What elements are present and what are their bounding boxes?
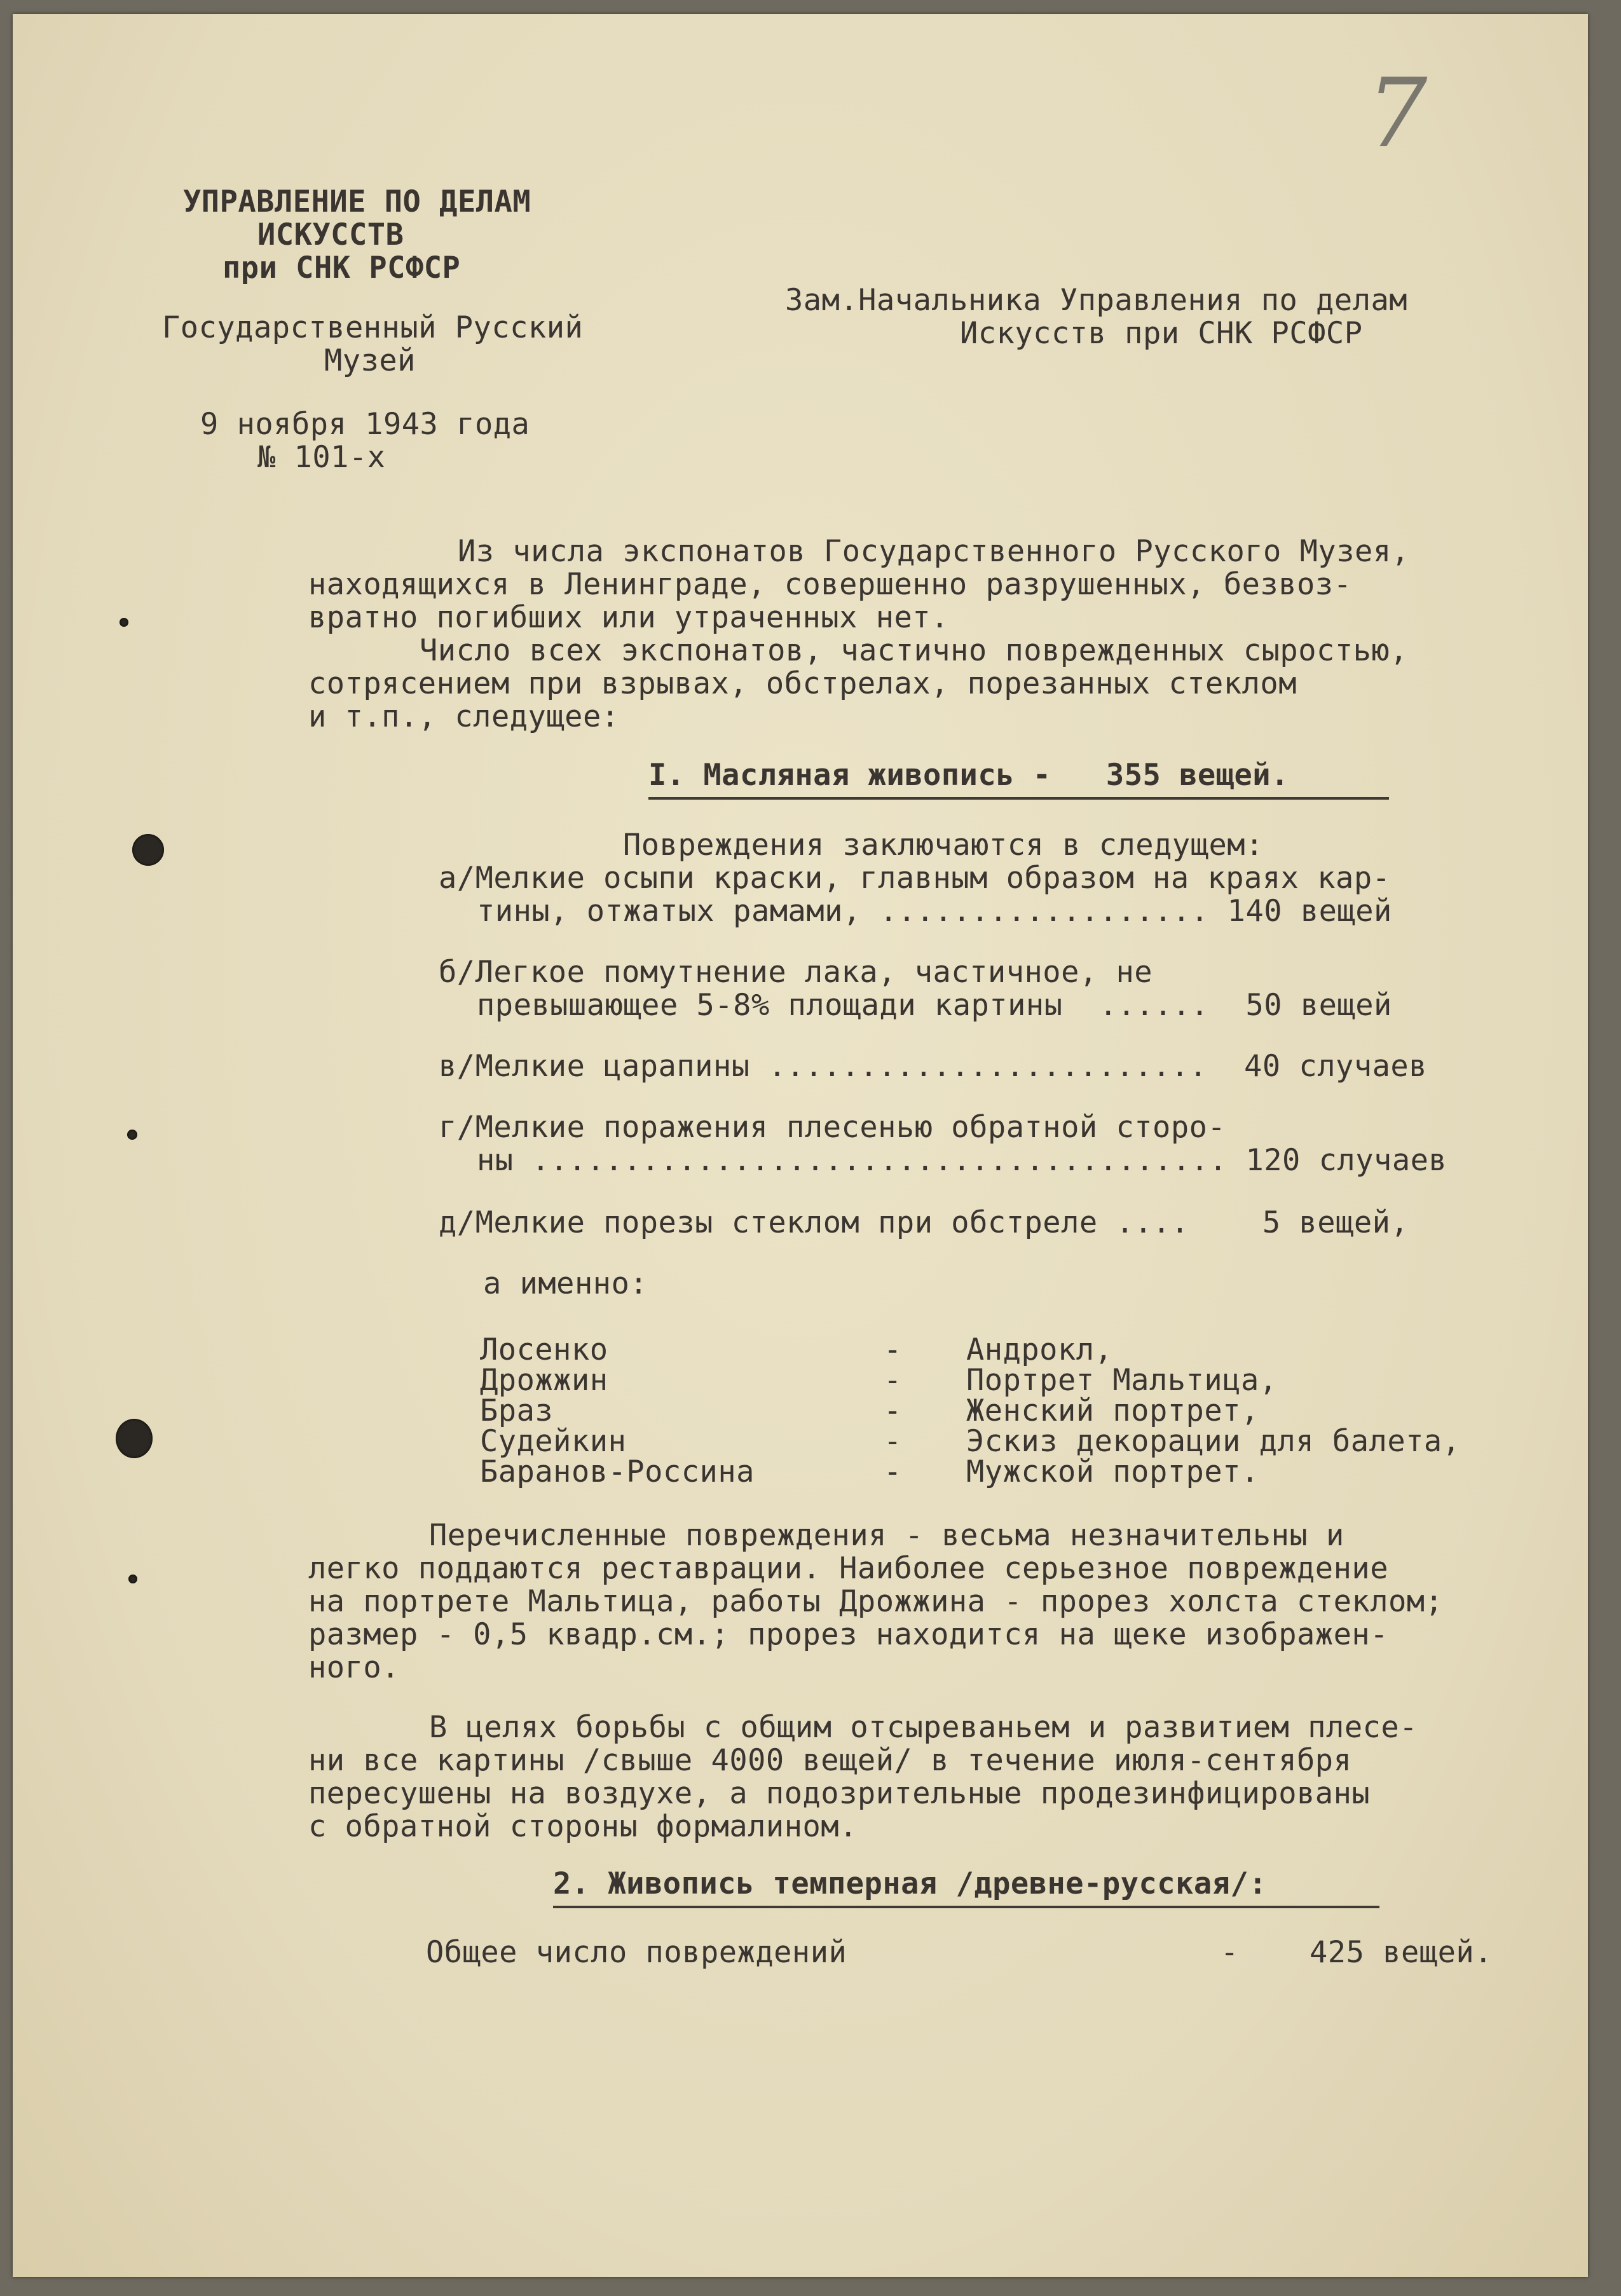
header-agency-line1: УПРАВЛЕНИЕ ПО ДЕЛАМ — [183, 184, 531, 219]
addressee-line2: Искусств при СНК РСФСР — [960, 316, 1363, 351]
damage-item-g-line1: г/Мелкие поражения плесенью обратной сторо- — [439, 1110, 1226, 1145]
sheet-number: 7 — [1367, 58, 1428, 169]
section2-total-value: 425 вещей. — [1310, 1935, 1493, 1970]
paragraph-line: на портрете Мальтица, работы Дрожжина - прорез холста стеклом; — [308, 1584, 1444, 1619]
paragraph-line: ни все картины /свыше 4000 вещей/ в течение июля-сентября — [308, 1743, 1352, 1778]
damage-item-d: д/Мелкие порезы стеклом при обстреле .... 5 вещей, — [439, 1205, 1409, 1240]
list-dash: - — [884, 1332, 902, 1367]
list-dash: - — [884, 1454, 902, 1489]
damage-item-b-line1: б/Легкое помутнение лака, частичное, не — [439, 955, 1153, 990]
paragraph-line: ного. — [308, 1650, 400, 1685]
damage-item-a-line2: тины, отжатых рамами, .................. 140 вещей — [477, 894, 1392, 929]
artist-name: Судейкин — [480, 1424, 627, 1459]
punch-mark — [127, 1130, 137, 1140]
intro-line: Из числа экспонатов Государственного Русского Музея, — [458, 534, 1410, 569]
damage-item-v: в/Мелкие царапины ........................ 40 случаев — [439, 1049, 1428, 1084]
header-agency-line2: ИСКУССТВ — [257, 217, 404, 252]
artist-name: Баранов-Россина — [480, 1454, 755, 1489]
intro-line: и т.п., следущее: — [308, 699, 620, 734]
paragraph-line: Перечисленные повреждения - весьма незначительны и — [429, 1518, 1344, 1553]
intro-line: вратно погибших или утраченных нет. — [308, 600, 949, 635]
artist-name: Браз — [480, 1393, 554, 1428]
intro-line: сотрясением при взрывах, обстрелах, порезанных стеклом — [308, 666, 1297, 701]
list-dash: - — [884, 1363, 902, 1398]
section2-total-dash: - — [1221, 1935, 1239, 1970]
damage-item-a-line1: а/Мелкие осыпи краски, главным образом на краях кар- — [439, 861, 1391, 896]
paragraph-line: В целях борьбы с общим отсыреваньем и развитием плесе- — [429, 1710, 1418, 1745]
section2-title: 2. Живопись темперная /древне-русская/: — [553, 1866, 1268, 1901]
header-museum-line1: Государственный Русский — [162, 310, 584, 345]
addressee-line1: Зам.Начальника Управления по делам — [785, 283, 1408, 318]
punch-mark — [120, 618, 128, 627]
damage-item-g-line2: ны ...................................... 120 случаев — [477, 1143, 1447, 1178]
paragraph-line: пересушены на воздухе, а подозрительные продезинфицированы — [308, 1776, 1371, 1811]
punch-hole — [116, 1419, 153, 1458]
section1-title: I. Масляная живопись - 355 вещей. — [648, 758, 1289, 793]
intro-line: находящихся в Ленинграде, совершенно разрушенных, безвоз- — [308, 567, 1352, 602]
work-title: Мужской портрет. — [966, 1454, 1259, 1489]
section2-total-label: Общее число повреждений — [426, 1935, 847, 1970]
header-museum-line2: Музей — [324, 343, 416, 378]
header-date: 9 ноября 1943 года — [200, 407, 530, 442]
section2-underline — [553, 1906, 1379, 1908]
list-dash: - — [884, 1393, 902, 1428]
punch-mark — [128, 1575, 137, 1583]
work-title: Андрокл, — [966, 1332, 1113, 1367]
header-agency-line3: при СНК РСФСР — [222, 250, 461, 285]
work-title: Женский портрет, — [966, 1393, 1259, 1428]
namely-label: а именно: — [483, 1266, 648, 1301]
paragraph-line: с обратной стороны формалином. — [308, 1809, 858, 1844]
paragraph-line: легко поддаются реставрации. Наиболее серьезное повреждение — [308, 1551, 1388, 1586]
artist-name: Дрожжин — [480, 1363, 608, 1398]
artist-name: Лосенко — [480, 1332, 608, 1367]
work-title: Портрет Мальтица, — [966, 1363, 1278, 1398]
work-title: Эскиз декорации для балета, — [966, 1424, 1461, 1459]
intro-line: Число всех экспонатов, частично поврежденных сыростью, — [420, 633, 1409, 668]
section1-underline — [648, 797, 1389, 800]
document-page — [13, 14, 1588, 2277]
punch-hole — [132, 834, 164, 866]
list-dash: - — [884, 1424, 902, 1459]
section1-subtitle: Повреждения заключаются в следущем: — [623, 828, 1264, 863]
paragraph-line: размер - 0,5 квадр.см.; прорез находится на щеке изображен- — [308, 1617, 1388, 1652]
damage-item-b-line2: превышающее 5-8% площади картины ...... 50 вещей — [477, 988, 1392, 1023]
header-number: № 101-х — [257, 440, 386, 475]
